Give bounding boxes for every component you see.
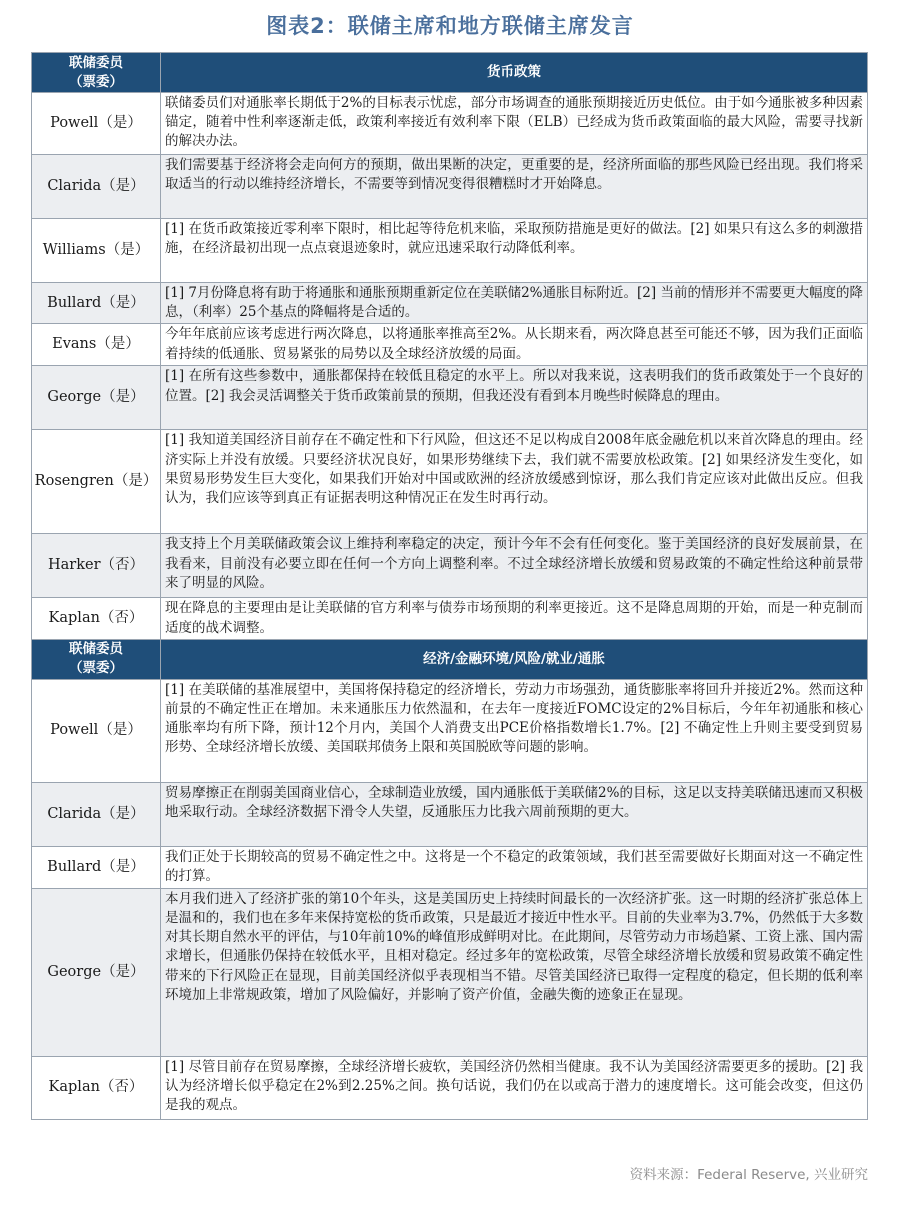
section-header <box>32 53 868 93</box>
member-name: Kaplan（否） <box>32 598 161 639</box>
speech-text: [1] 在货币政策接近零利率下限时，相比起等待危机来临，采取预防措施是更好的做法。[2] 如果只有这么多的刺激措施，在经济最初出现一点点衰退迹象时，就应迅速采取行动降低利率。 <box>161 219 868 283</box>
speech-text: [1] 7月份降息将有助于将通胀和通胀预期重新定位在美联储2%通胀目标附近。[2] 当前的情形并不需要更大幅度的降息，（利率）25个基点的降幅将是合适的。 <box>161 283 868 324</box>
table-row <box>32 1056 868 1119</box>
source-note: 资料来源：Federal Reserve, 兴业研究 <box>629 1167 868 1183</box>
speech-text: 本月我们进入了经济扩张的第10个年头，这是美国历史上持续时间最长的一次经济扩张。这一时期的经济扩张总体上是温和的，我们也在多年来保持宽松的货币政策，只是最近才接近中性水平。目前的失业率为3.7%，仍然低于大多数对其长期自然水平的评估，与10年前10%的峰值形成鲜明对比。在此期间，尽管劳动力市场趋紧、工资上涨、国内需求增长，但通胀仍保持在较低水平，且相对稳定。经过多年的宽松政策，尽管全球经济增长放缓和贸易政策不确定性带来的下行风险正在显现，目前美国经济似乎表现相当不错。尽管美国经济已取得一定程度的稳定，但长期的低利率环境加上非常规政策，增加了风险偏好，并影响了资产价值，金融失衡的迹象正在显现。 <box>161 888 868 1056</box>
table-row <box>32 219 868 283</box>
speech-text: 我们需要基于经济将会走向何方的预期，做出果断的决定，更重要的是，经济所面临的那些风险已经出现。我们将采取适当的行动以维持经济增长，不需要等到情况变得很糟糕时才开始降息。 <box>161 155 868 219</box>
table-row <box>32 888 868 1056</box>
member-name: Rosengren（是） <box>32 430 161 534</box>
speech-text: 联储委员们对通胀率长期低于2%的目标表示忧虑，部分市场调查的通胀预期接近历史低位。由于如今通胀被多种因素锚定，随着中性利率逐渐走低，政策利率接近有效利率下限（ELB）已经成为货币政策面临的最大风险，需要寻找新的解决办法。 <box>161 93 868 155</box>
member-name: Powell（是） <box>32 93 161 155</box>
table-row <box>32 782 868 846</box>
member-name: Clarida（是） <box>32 782 161 846</box>
member-name: Harker（否） <box>32 534 161 598</box>
speech-text: 现在降息的主要理由是让美联储的官方利率与债券市场预期的利率更接近。这不是降息周期的开始，而是一种克制而适度的战术调整。 <box>161 598 868 639</box>
table-row <box>32 679 868 782</box>
member-name: Powell（是） <box>32 679 161 782</box>
speech-text: [1] 在所有这些参数中，通胀都保持在较低且稳定的水平上。所以对我来说，这表明我们的货币政策处于一个良好的位置。[2] 我会灵活调整关于货币政策前景的预期，但我还没有看到本月晚些时候降息的理由。 <box>161 366 868 430</box>
member-name: Kaplan（否） <box>32 1056 161 1119</box>
table-row <box>32 324 868 366</box>
table-row <box>32 430 868 534</box>
member-name: George（是） <box>32 888 161 1056</box>
table-row <box>32 93 868 155</box>
table-row <box>32 155 868 219</box>
speech-text: [1] 尽管目前存在贸易摩擦，全球经济增长疲软，美国经济仍然相当健康。我不认为美国经济需要更多的援助。[2] 我认为经济增长似乎稳定在2%到2.25%之间。换句话说，我们仍在以或高于潜力的速度增长。这可能会改变，但这仍是我的观点。 <box>161 1056 868 1119</box>
member-name: Williams（是） <box>32 219 161 283</box>
speech-text: [1] 在美联储的基准展望中，美国将保持稳定的经济增长，劳动力市场强劲，通货膨胀率将回升并接近2%。然而这种前景的不确定性正在增加。未来通胀压力依然温和，在去年一度接近FOMC设定的2%目标后，今年年初通胀和核心通胀率均有所下降，预计12个月内，美国个人消费支出PCE价格指数增长1.7%。[2] 不确定性上升则主要受到贸易形势、全球经济增长放缓、美国联邦债务上限和英国脱欧等问题的影响。 <box>161 679 868 782</box>
table-row <box>32 534 868 598</box>
member-name: Clarida（是） <box>32 155 161 219</box>
header-monetary-policy: 货币政策 <box>161 53 868 93</box>
member-name: Bullard（是） <box>32 283 161 324</box>
speech-text: [1] 我知道美国经济目前存在不确定性和下行风险，但这还不足以构成自2008年底金融危机以来首次降息的理由。经济实际上并没有放缓。只要经济状况良好，如果形势继续下去，我们就不需要放松政策。[2] 如果经济发生变化，如果贸易形势发生巨大变化，如果我们开始对中国或欧洲的经济放缓感到惊讶，那么我们肯定应该对此做出反应。但我认为，我们应该等到真正有证据表明这种情况正在发生时再行动。 <box>161 430 868 534</box>
fed-speeches-table <box>31 52 868 1120</box>
page-title: 图表2：联储主席和地方联储主席发言 <box>266 14 634 38</box>
speech-text: 贸易摩擦正在削弱美国商业信心，全球制造业放缓，国内通胀低于美联储2%的目标，这足以支持美联储迅速而又积极地采取行动。全球经济数据下滑令人失望，反通胀压力比我六周前预期的更大。 <box>161 782 868 846</box>
table-row <box>32 598 868 639</box>
table-row <box>32 366 868 430</box>
table-row <box>32 283 868 324</box>
member-name: George（是） <box>32 366 161 430</box>
member-name: Bullard（是） <box>32 846 161 888</box>
member-name: Evans（是） <box>32 324 161 366</box>
speech-text: 我们正处于长期较高的贸易不确定性之中。这将是一个不稳定的政策领域，我们甚至需要做好长期面对这一不确定性的打算。 <box>161 846 868 888</box>
speech-text: 我支持上个月美联储政策会议上维持利率稳定的决定，预计今年不会有任何变化。鉴于美国经济的良好发展前景，在我看来，目前没有必要立即在任何一个方向上调整利率。不过全球经济增长放缓和贸易政策的不确定性给这种前景带来了明显的风险。 <box>161 534 868 598</box>
table-row <box>32 846 868 888</box>
header-economy: 经济/金融环境/风险/就业/通胀 <box>161 639 868 679</box>
speech-text: 今年年底前应该考虑进行两次降息，以将通胀率推高至2%。从长期来看，两次降息甚至可能还不够，因为我们正面临着持续的低通胀、贸易紧张的局势以及全球经济放缓的局面。 <box>161 324 868 366</box>
header-committee: 联储委员 （票委） <box>32 53 161 93</box>
section-header <box>32 639 868 679</box>
header-committee: 联储委员 （票委） <box>32 639 161 679</box>
